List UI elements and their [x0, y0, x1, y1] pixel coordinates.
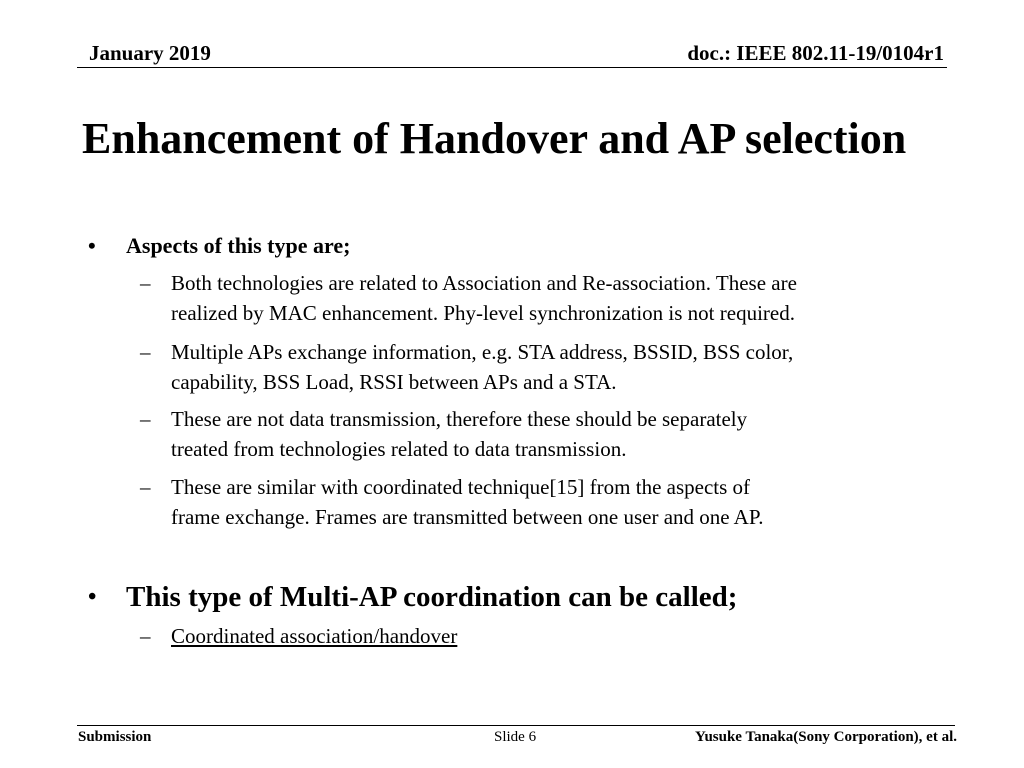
subitem-line-underlined: Coordinated association/handover	[171, 624, 458, 648]
dash-marker: –	[140, 624, 151, 648]
dash-marker: –	[140, 407, 151, 431]
footer-author: Yusuke Tanaka(Sony Corporation), et al.	[694, 729, 957, 745]
footer-slide-number: Slide 6	[494, 729, 537, 745]
bullet-marker: •	[88, 233, 96, 258]
bullet-text: Aspects of this type are;	[126, 233, 351, 258]
subitem-line: These are not data transmission, therefore these should be separately	[171, 407, 748, 431]
subitem-line: Both technologies are related to Association and Re-association. These are	[171, 271, 797, 295]
subitem-line: capability, BSS Load, RSSI between APs and a STA.	[171, 370, 617, 394]
footer-rule	[77, 725, 955, 726]
slide-title: Enhancement of Handover and AP selection	[82, 114, 907, 163]
subitem-line: treated from technologies related to data transmission.	[171, 437, 627, 461]
bullet-marker: •	[88, 584, 97, 610]
header-rule	[77, 67, 947, 68]
dash-marker: –	[140, 475, 151, 499]
dash-marker: –	[140, 271, 151, 295]
footer-submission: Submission	[78, 729, 152, 745]
subitem-line: These are similar with coordinated technique[15] from the aspects of	[171, 475, 751, 499]
header-doc-id: doc.: IEEE 802.11-19/0104r1	[687, 41, 944, 65]
bullet-text: This type of Multi-AP coordination can be called;	[126, 581, 738, 613]
dash-marker: –	[140, 340, 151, 364]
subitem-line: Multiple APs exchange information, e.g. STA address, BSSID, BSS color,	[171, 340, 794, 364]
subitem-line: realized by MAC enhancement. Phy-level synchronization is not required.	[171, 301, 795, 325]
subitem-line: frame exchange. Frames are transmitted between one user and one AP.	[171, 505, 764, 529]
header-date: January 2019	[89, 41, 211, 65]
